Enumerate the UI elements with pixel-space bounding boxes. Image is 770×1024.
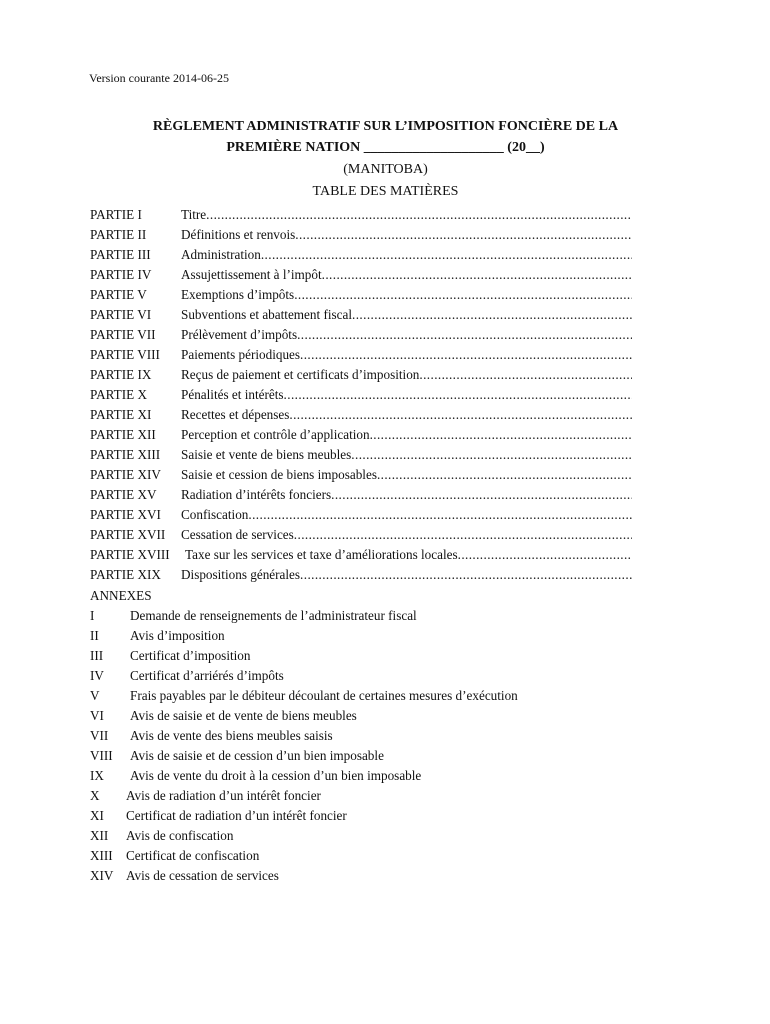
annex-title: Avis de confiscation [126, 828, 234, 843]
toc-entry [90, 505, 632, 525]
annex-number: IX [90, 768, 104, 783]
toc-leader-dots [300, 345, 632, 365]
toc-part-number: PARTIE IV [90, 267, 152, 282]
annex-title: Certificat de radiation d’un intérêt foncier [126, 808, 347, 823]
toc-part-number: PARTIE IX [90, 367, 152, 382]
annex-number: VI [90, 708, 104, 723]
toc-part-title: Recettes et dépenses [181, 407, 290, 422]
annex-title: Avis de saisie et de vente de biens meubles [130, 708, 357, 723]
title-line-2: PREMIÈRE NATION ____________________ (20__) [226, 140, 545, 155]
toc-part-number: PARTIE XIV [90, 467, 161, 482]
toc-entry [90, 465, 632, 485]
toc-entry [90, 285, 632, 305]
document-title [90, 116, 681, 158]
annex-title: Avis de cessation de services [126, 868, 279, 883]
annex-title: Avis d’imposition [130, 628, 225, 643]
toc-entry [90, 525, 632, 545]
toc-leader-dots [322, 265, 632, 285]
toc-part-number: PARTIE XV [90, 487, 157, 502]
annex-number: X [90, 788, 100, 803]
toc-leader-dots [419, 365, 632, 385]
toc-part-number: PARTIE II [90, 227, 147, 242]
toc-part-number: PARTIE VII [90, 327, 156, 342]
toc-part-title: Dispositions générales [181, 567, 301, 582]
toc-part-number: PARTIE I [90, 207, 142, 222]
annex-number: XIV [90, 868, 114, 883]
annex-title: Certificat d’arriérés d’impôts [130, 668, 284, 683]
annex-title: Avis de radiation d’un intérêt foncier [126, 788, 321, 803]
toc-part-number: PARTIE III [90, 247, 151, 262]
annex-entry [90, 626, 650, 646]
toc-part-title: Assujettissement à l’impôt [181, 267, 322, 282]
toc-leader-dots [300, 565, 632, 585]
annex-entry [90, 686, 650, 706]
toc-entry [90, 265, 632, 285]
annex-number: II [90, 628, 99, 643]
annex-title: Certificat de confiscation [126, 848, 260, 863]
toc-part-title: Subventions et abattement fiscal [181, 307, 353, 322]
toc-part-title: Titre [181, 207, 207, 222]
toc-leader-dots [352, 305, 632, 325]
annex-entry [90, 746, 650, 766]
annex-number: V [90, 688, 100, 703]
toc-leader-dots [284, 385, 632, 405]
annexes-heading: ANNEXES [90, 588, 152, 603]
toc-part-title: Pénalités et intérêts [181, 387, 284, 402]
toc-heading: TABLE DES MATIÈRES [312, 184, 459, 199]
toc-entry [90, 425, 632, 445]
toc-leader-dots [351, 445, 632, 465]
annex-number: I [90, 608, 95, 623]
annex-entry [90, 706, 650, 726]
annex-entry [90, 726, 650, 746]
province-subtitle: (MANITOBA) [343, 162, 428, 177]
toc-part-title: Saisie et cession de biens imposables [181, 467, 377, 482]
toc-leader-dots [294, 525, 632, 545]
title-line-1: RÈGLEMENT ADMINISTRATIF SUR L’IMPOSITION FONCIÈRE DE LA [152, 119, 619, 134]
annex-number: XIII [90, 848, 113, 863]
annex-entry [90, 646, 650, 666]
annex-number: XII [90, 828, 109, 843]
toc-part-title: Prélèvement d’impôts [181, 327, 298, 342]
toc-part-title: Perception et contrôle d’application [181, 427, 370, 442]
annex-number: VII [90, 728, 109, 743]
annex-title: Certificat d’imposition [130, 648, 251, 663]
toc-leader-dots [370, 425, 632, 445]
toc-entry [90, 405, 632, 425]
toc-part-number: PARTIE XII [90, 427, 156, 442]
annex-entry [90, 826, 650, 846]
annex-number: VIII [90, 748, 113, 763]
toc-part-title: Saisie et vente de biens meubles [181, 447, 352, 462]
toc-part-title: Confiscation [181, 507, 249, 522]
toc-part-title: Exemptions d’impôts [181, 287, 295, 302]
toc-part-number: PARTIE XI [90, 407, 152, 422]
toc-part-number: PARTIE V [90, 287, 147, 302]
annexes-section [90, 586, 650, 886]
annex-entry [90, 666, 650, 686]
annex-entry [90, 606, 650, 626]
toc-part-number: PARTIE XIII [90, 447, 161, 462]
toc-leader-dots [261, 245, 632, 265]
toc-part-number: PARTIE XVIII [90, 547, 170, 562]
table-of-contents [90, 205, 632, 585]
toc-leader-dots [206, 205, 632, 225]
annex-number: XI [90, 808, 104, 823]
toc-part-number: PARTIE XVII [90, 527, 166, 542]
toc-leader-dots [295, 225, 632, 245]
toc-entry [90, 365, 632, 385]
toc-leader-dots [248, 505, 632, 525]
annex-entry [90, 766, 650, 786]
toc-entry [90, 485, 632, 505]
annex-entry [90, 786, 650, 806]
toc-leader-dots [297, 325, 632, 345]
toc-entry [90, 205, 632, 225]
toc-entry [90, 445, 632, 465]
annex-title: Avis de saisie et de cession d’un bien imposable [130, 748, 384, 763]
annex-number: III [90, 648, 104, 663]
toc-part-title: Administration [181, 247, 261, 262]
toc-entry [90, 565, 632, 585]
annex-entry [90, 806, 650, 826]
annex-entry [90, 846, 650, 866]
annex-number: IV [90, 668, 104, 683]
toc-leader-dots [331, 485, 632, 505]
annex-entry [90, 866, 650, 886]
toc-entry [90, 225, 632, 245]
toc-part-number: PARTIE VIII [90, 347, 160, 362]
toc-leader-dots [294, 285, 632, 305]
toc-part-title: Paiements périodiques [181, 347, 301, 362]
annex-title: Avis de vente du droit à la cession d’un bien imposable [130, 768, 422, 783]
toc-part-title: Définitions et renvois [181, 227, 296, 242]
toc-leader-dots [289, 405, 632, 425]
toc-part-number: PARTIE X [90, 387, 147, 402]
toc-part-number: PARTIE VI [90, 307, 152, 322]
toc-part-title: Taxe sur les services et taxe d’améliorations locales [185, 547, 458, 562]
toc-part-title: Cessation de services [181, 527, 294, 542]
toc-entry [90, 245, 632, 265]
toc-part-title: Radiation d’intérêts fonciers [181, 487, 332, 502]
toc-entry [90, 325, 632, 345]
version-label: Version courante 2014-06-25 [89, 71, 229, 85]
toc-part-number: PARTIE XVI [90, 507, 161, 522]
annex-title: Frais payables par le débiteur découlant de certaines mesures d’exécution [130, 688, 518, 703]
toc-entry [90, 545, 632, 565]
annex-title: Avis de vente des biens meubles saisis [130, 728, 333, 743]
toc-part-number: PARTIE XIX [90, 567, 161, 582]
toc-entry [90, 305, 632, 325]
toc-entry [90, 385, 632, 405]
toc-part-title: Reçus de paiement et certificats d’imposition [181, 367, 420, 382]
toc-entry [90, 345, 632, 365]
annex-title: Demande de renseignements de l’administrateur fiscal [130, 608, 417, 623]
toc-leader-dots [377, 465, 632, 485]
toc-leader-dots [458, 545, 632, 565]
